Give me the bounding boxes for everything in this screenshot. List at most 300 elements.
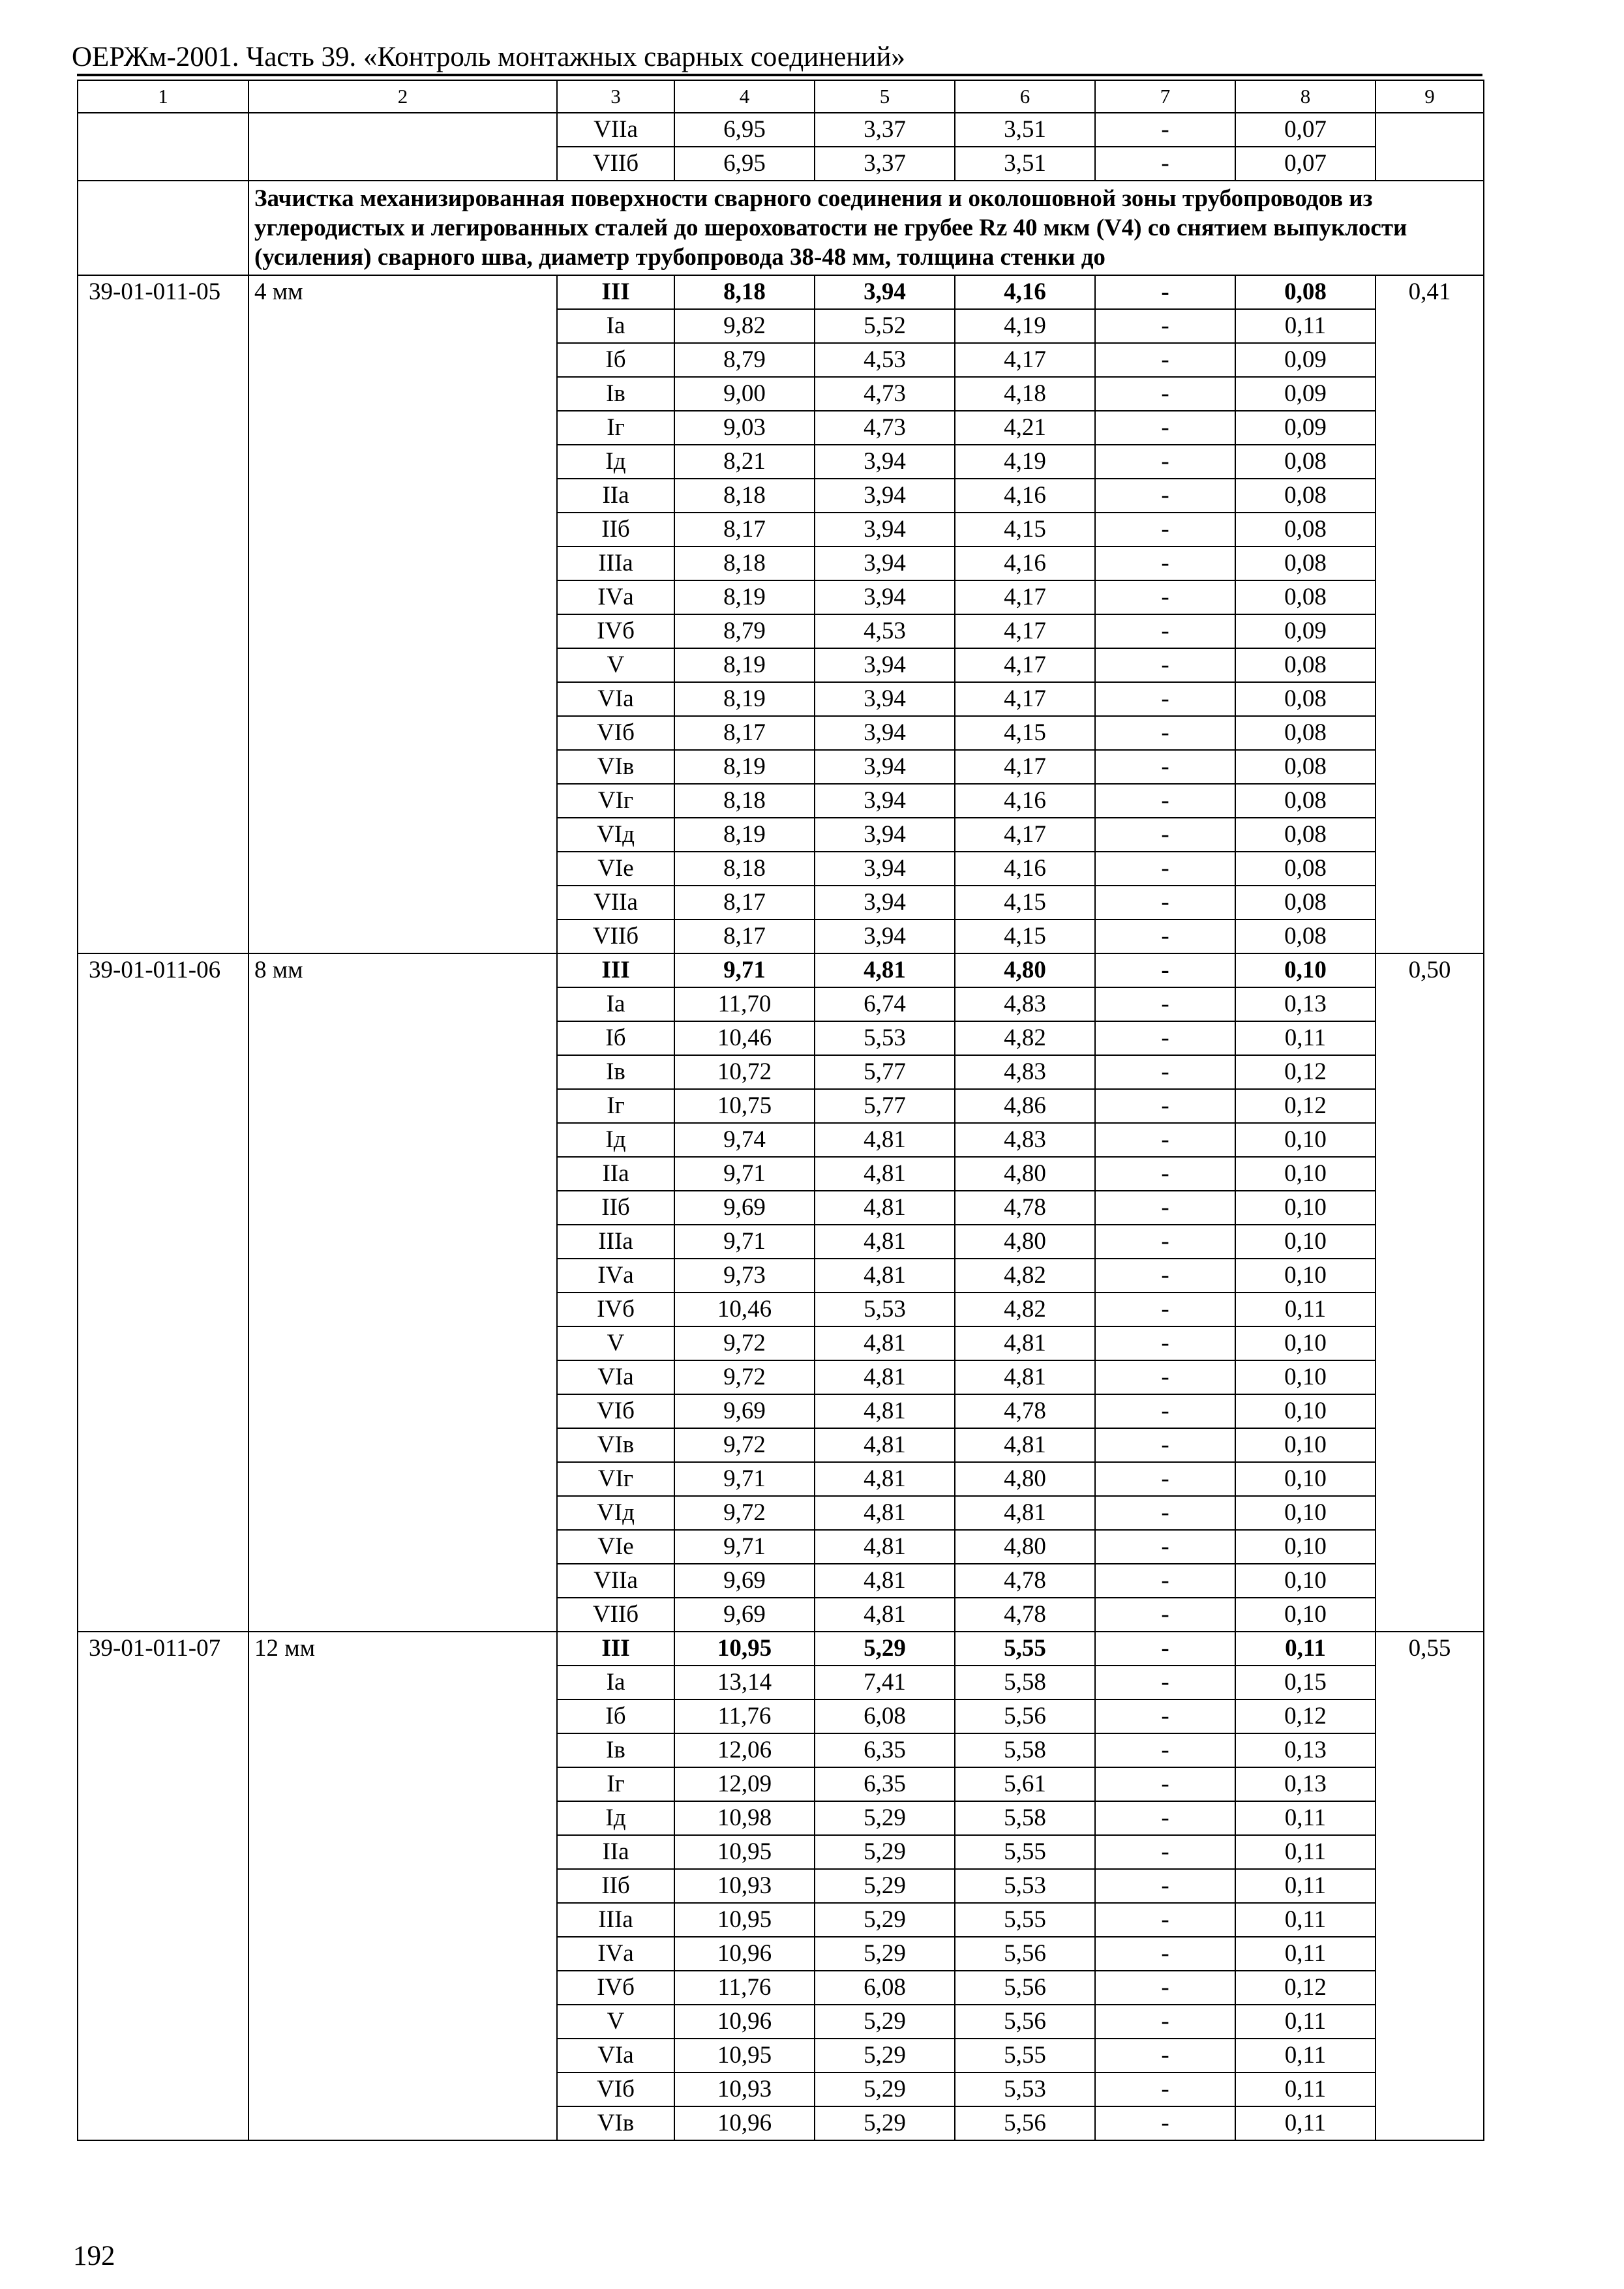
- labor-hours-cell: 0,13: [1235, 1733, 1376, 1767]
- labor-cost-cell: 4,81: [815, 1564, 955, 1598]
- labor-hours-cell: 0,10: [1235, 1360, 1376, 1394]
- machine-cost-cell: 4,18: [955, 377, 1095, 411]
- category-cell: IVа: [557, 580, 674, 614]
- total-cost-cell: 9,00: [674, 377, 815, 411]
- table-row: [78, 953, 1484, 987]
- machine-cost-cell: 4,16: [955, 784, 1095, 818]
- labor-hours-cell: 0,10: [1235, 1394, 1376, 1428]
- total-cost-cell: 9,71: [674, 1462, 815, 1496]
- labor-cost-cell: 5,29: [815, 2005, 955, 2039]
- materials-cost-cell: -: [1095, 1767, 1235, 1801]
- labor-hours-cell: 0,10: [1235, 953, 1376, 987]
- category-cell: IVб: [557, 1971, 674, 2005]
- labor-hours-cell: 0,11: [1235, 309, 1376, 343]
- materials-cost-cell: -: [1095, 1326, 1235, 1360]
- labor-hours-cell: 0,08: [1235, 716, 1376, 750]
- machine-cost-cell: 4,82: [955, 1293, 1095, 1326]
- category-cell: V: [557, 2005, 674, 2039]
- column-number: 8: [1235, 80, 1376, 113]
- labor-hours-cell: 0,08: [1235, 479, 1376, 513]
- machine-cost-cell: 5,55: [955, 1632, 1095, 1666]
- category-cell: IIIа: [557, 1225, 674, 1259]
- labor-cost-cell: 4,81: [815, 1123, 955, 1157]
- machine-cost-cell: 5,58: [955, 1666, 1095, 1699]
- materials-cost-cell: -: [1095, 445, 1235, 479]
- machine-cost-cell: 5,58: [955, 1733, 1095, 1767]
- category-cell: VIг: [557, 784, 674, 818]
- labor-cost-cell: 4,81: [815, 1394, 955, 1428]
- total-cost-cell: 9,03: [674, 411, 815, 445]
- materials-cost-cell: -: [1095, 1360, 1235, 1394]
- machine-cost-cell: 4,80: [955, 1225, 1095, 1259]
- labor-cost-cell: 5,77: [815, 1089, 955, 1123]
- labor-hours-cell: 0,10: [1235, 1428, 1376, 1462]
- materials-cost-cell: -: [1095, 1055, 1235, 1089]
- labor-cost-cell: 3,94: [815, 513, 955, 546]
- total-cost-cell: 10,46: [674, 1021, 815, 1055]
- machine-cost-cell: 4,81: [955, 1428, 1095, 1462]
- labor-cost-cell: 5,29: [815, 2072, 955, 2106]
- labor-hours-cell: 0,09: [1235, 411, 1376, 445]
- machine-cost-cell: 4,80: [955, 953, 1095, 987]
- machine-cost-cell: 4,78: [955, 1394, 1095, 1428]
- materials-cost-cell: -: [1095, 648, 1235, 682]
- machine-cost-cell: 4,78: [955, 1564, 1095, 1598]
- labor-cost-cell: 5,29: [815, 1801, 955, 1835]
- labor-hours-cell: 0,11: [1235, 1903, 1376, 1937]
- labor-cost-cell: 3,94: [815, 886, 955, 920]
- category-cell: VIд: [557, 1496, 674, 1530]
- labor-cost-cell: 4,81: [815, 1598, 955, 1632]
- labor-hours-cell: 0,08: [1235, 445, 1376, 479]
- labor-cost-cell: 6,35: [815, 1767, 955, 1801]
- total-cost-cell: 9,72: [674, 1496, 815, 1530]
- total-cost-cell: 8,17: [674, 886, 815, 920]
- materials-cost-cell: -: [1095, 1835, 1235, 1869]
- materials-cost-cell: -: [1095, 479, 1235, 513]
- labor-hours-cell: 0,08: [1235, 818, 1376, 852]
- labor-hours-cell: 0,09: [1235, 343, 1376, 377]
- category-cell: III: [557, 1632, 674, 1666]
- total-cost-cell: 9,71: [674, 1530, 815, 1564]
- code-cell: 39-01-011-06: [78, 953, 248, 1632]
- description-blank-cell: [78, 181, 248, 275]
- machine-cost-cell: 4,17: [955, 750, 1095, 784]
- name-cell: 12 мм: [248, 1632, 557, 2140]
- materials-cost-cell: -: [1095, 343, 1235, 377]
- machine-cost-cell: 4,17: [955, 682, 1095, 716]
- total-cost-cell: 10,96: [674, 2005, 815, 2039]
- materials-cost-cell: -: [1095, 2005, 1235, 2039]
- column-number: 1: [78, 80, 248, 113]
- total-cost-cell: 10,93: [674, 1869, 815, 1903]
- category-cell: IIб: [557, 1191, 674, 1225]
- materials-cost-cell: -: [1095, 1699, 1235, 1733]
- machine-cost-cell: 4,15: [955, 513, 1095, 546]
- total-cost-cell: 8,18: [674, 784, 815, 818]
- category-cell: VIIб: [557, 147, 674, 181]
- materials-cost-cell: -: [1095, 682, 1235, 716]
- labor-cost-cell: 5,53: [815, 1293, 955, 1326]
- labor-cost-cell: 3,94: [815, 750, 955, 784]
- materials-cost-cell: -: [1095, 1564, 1235, 1598]
- total-cost-cell: 8,18: [674, 275, 815, 309]
- total-cost-cell: 10,95: [674, 1835, 815, 1869]
- total-cost-cell: 10,72: [674, 1055, 815, 1089]
- code-cell: 39-01-011-07: [78, 1632, 248, 2140]
- materials-cost-cell: -: [1095, 1021, 1235, 1055]
- labor-cost-cell: 4,81: [815, 1360, 955, 1394]
- materials-cost-cell: -: [1095, 411, 1235, 445]
- machine-cost-cell: 4,16: [955, 479, 1095, 513]
- category-cell: V: [557, 648, 674, 682]
- total-cost-cell: 8,17: [674, 513, 815, 546]
- category-cell: Iд: [557, 1801, 674, 1835]
- machine-cost-cell: 4,16: [955, 546, 1095, 580]
- machine-cost-cell: 4,83: [955, 1055, 1095, 1089]
- total-cost-cell: 11,76: [674, 1699, 815, 1733]
- total-cost-cell: 8,79: [674, 343, 815, 377]
- labor-cost-cell: 6,08: [815, 1699, 955, 1733]
- labor-cost-cell: 4,53: [815, 343, 955, 377]
- labor-hours-cell: 0,11: [1235, 1021, 1376, 1055]
- code-cell: 39-01-011-05: [78, 275, 248, 953]
- labor-cost-cell: 4,81: [815, 1157, 955, 1191]
- materials-cost-cell: -: [1095, 716, 1235, 750]
- table-row: [78, 275, 1484, 309]
- labor-hours-cell: 0,08: [1235, 546, 1376, 580]
- category-cell: Iа: [557, 1666, 674, 1699]
- category-cell: III: [557, 953, 674, 987]
- labor-hours-cell: 0,10: [1235, 1191, 1376, 1225]
- total-cost-cell: 9,73: [674, 1259, 815, 1293]
- machine-cost-cell: 4,21: [955, 411, 1095, 445]
- category-cell: IIа: [557, 1835, 674, 1869]
- machine-cost-cell: 4,80: [955, 1462, 1095, 1496]
- category-cell: IIа: [557, 1157, 674, 1191]
- page-header: ОЕРЖм-2001. Часть 39. «Контроль монтажных сварных соединений»: [72, 42, 905, 72]
- materials-cost-cell: -: [1095, 1089, 1235, 1123]
- labor-cost-cell: 3,94: [815, 818, 955, 852]
- materials-cost-cell: -: [1095, 1937, 1235, 1971]
- machine-cost-cell: 5,61: [955, 1767, 1095, 1801]
- category-cell: IVб: [557, 614, 674, 648]
- materials-cost-cell: -: [1095, 1428, 1235, 1462]
- labor-cost-cell: 4,81: [815, 1530, 955, 1564]
- machine-cost-cell: 5,56: [955, 2106, 1095, 2140]
- category-cell: IIIа: [557, 546, 674, 580]
- category-cell: VIб: [557, 1394, 674, 1428]
- materials-cost-cell: -: [1095, 1259, 1235, 1293]
- labor-cost-cell: 5,53: [815, 1021, 955, 1055]
- labor-cost-cell: 4,81: [815, 1259, 955, 1293]
- category-cell: IIб: [557, 1869, 674, 1903]
- labor-hours-cell: 0,08: [1235, 920, 1376, 953]
- category-cell: VIв: [557, 1428, 674, 1462]
- machine-cost-cell: 4,82: [955, 1021, 1095, 1055]
- machine-cost-cell: 4,83: [955, 987, 1095, 1021]
- machine-cost-cell: 3,51: [955, 113, 1095, 147]
- materials-cost-cell: -: [1095, 1971, 1235, 2005]
- materials-cost-cell: -: [1095, 2106, 1235, 2140]
- name-cell: [248, 113, 557, 181]
- category-cell: IVб: [557, 1293, 674, 1326]
- materials-cost-cell: -: [1095, 1530, 1235, 1564]
- machine-cost-cell: 4,15: [955, 716, 1095, 750]
- machine-cost-cell: 4,86: [955, 1089, 1095, 1123]
- machine-cost-cell: 4,19: [955, 445, 1095, 479]
- machine-cost-cell: 4,81: [955, 1496, 1095, 1530]
- code-cell: [78, 113, 248, 181]
- page-number: 192: [73, 2241, 115, 2271]
- category-cell: VIд: [557, 818, 674, 852]
- category-cell: VIа: [557, 682, 674, 716]
- machine-cost-cell: 4,15: [955, 920, 1095, 953]
- labor-cost-cell: 4,73: [815, 411, 955, 445]
- materials-cost-cell: -: [1095, 377, 1235, 411]
- labor-hours-cell: 0,11: [1235, 1869, 1376, 1903]
- machine-cost-cell: 4,17: [955, 614, 1095, 648]
- machine-cost-cell: 5,56: [955, 1699, 1095, 1733]
- labor-hours-cell: 0,13: [1235, 1767, 1376, 1801]
- total-cost-cell: 8,21: [674, 445, 815, 479]
- labor-hours-cell: 0,11: [1235, 1835, 1376, 1869]
- category-cell: V: [557, 1326, 674, 1360]
- total-cost-cell: 9,72: [674, 1326, 815, 1360]
- materials-cost-cell: -: [1095, 513, 1235, 546]
- materials-cost-cell: -: [1095, 614, 1235, 648]
- total-cost-cell: 9,82: [674, 309, 815, 343]
- category-cell: Iд: [557, 445, 674, 479]
- machine-cost-cell: 5,53: [955, 2072, 1095, 2106]
- total-cost-cell: 10,95: [674, 2039, 815, 2072]
- labor-hours-cell: 0,10: [1235, 1259, 1376, 1293]
- labor-hours-cell: 0,10: [1235, 1462, 1376, 1496]
- materials-cost-cell: -: [1095, 309, 1235, 343]
- table-row: [78, 1632, 1484, 1666]
- column-number: 3: [557, 80, 674, 113]
- total-cost-cell: 10,46: [674, 1293, 815, 1326]
- total-cost-cell: 10,93: [674, 2072, 815, 2106]
- labor-hours-cell: 0,11: [1235, 2106, 1376, 2140]
- materials-cost-cell: -: [1095, 1733, 1235, 1767]
- machine-cost-cell: 4,81: [955, 1326, 1095, 1360]
- category-cell: VIIб: [557, 1598, 674, 1632]
- labor-cost-cell: 3,94: [815, 445, 955, 479]
- materials-cost-cell: -: [1095, 1293, 1235, 1326]
- category-cell: Iг: [557, 1089, 674, 1123]
- category-cell: VIIб: [557, 920, 674, 953]
- category-cell: IIб: [557, 513, 674, 546]
- category-cell: VIIа: [557, 1564, 674, 1598]
- total-cost-cell: 10,96: [674, 2106, 815, 2140]
- total-cost-cell: 10,96: [674, 1937, 815, 1971]
- labor-hours-cell: 0,10: [1235, 1225, 1376, 1259]
- total-cost-cell: 10,98: [674, 1801, 815, 1835]
- column-number: 5: [815, 80, 955, 113]
- machine-cost-cell: 5,53: [955, 1869, 1095, 1903]
- labor-cost-cell: 5,29: [815, 1835, 955, 1869]
- name-cell: 8 мм: [248, 953, 557, 1632]
- materials-cost-cell: -: [1095, 580, 1235, 614]
- total-cost-cell: 9,72: [674, 1360, 815, 1394]
- category-cell: IVа: [557, 1937, 674, 1971]
- norms-table: [77, 80, 1484, 2141]
- labor-cost-cell: 3,94: [815, 275, 955, 309]
- materials-cost-cell: -: [1095, 546, 1235, 580]
- machine-cost-cell: 4,16: [955, 275, 1095, 309]
- section-description: Зачистка механизированная поверхности сварного соединения и околошовной зоны трубопроводов из углеродистых и легированных сталей до шероховатости не грубее Rz 40 мкм (V4) со снятием выпуклости (усиления) сварного шва, диаметр трубопровода 38-48 мм, толщина стенки до: [248, 181, 1484, 275]
- category-cell: VIа: [557, 1360, 674, 1394]
- category-cell: Iв: [557, 1055, 674, 1089]
- name-cell: 4 мм: [248, 275, 557, 953]
- materials-cost-cell: -: [1095, 1598, 1235, 1632]
- machine-cost-cell: 4,17: [955, 343, 1095, 377]
- labor-cost-cell: 3,94: [815, 784, 955, 818]
- labor-hours-cell: 0,07: [1235, 113, 1376, 147]
- total-cost-cell: 8,18: [674, 546, 815, 580]
- category-cell: Iб: [557, 343, 674, 377]
- materials-cost-cell: -: [1095, 1869, 1235, 1903]
- labor-cost-cell: 3,37: [815, 113, 955, 147]
- total-cost-cell: 8,19: [674, 682, 815, 716]
- labor-cost-cell: 6,35: [815, 1733, 955, 1767]
- category-cell: VIб: [557, 716, 674, 750]
- materials-cost-cell: -: [1095, 275, 1235, 309]
- machine-cost-cell: 4,83: [955, 1123, 1095, 1157]
- machine-cost-cell: 4,17: [955, 648, 1095, 682]
- labor-hours-cell: 0,08: [1235, 580, 1376, 614]
- materials-cost-cell: -: [1095, 953, 1235, 987]
- materials-cost-cell: -: [1095, 784, 1235, 818]
- labor-hours-cell: 0,10: [1235, 1326, 1376, 1360]
- labor-hours-cell: 0,10: [1235, 1530, 1376, 1564]
- column-number: 9: [1376, 80, 1484, 113]
- labor-cost-cell: 6,74: [815, 987, 955, 1021]
- total-cost-cell: 9,71: [674, 953, 815, 987]
- labor-hours-cell: 0,09: [1235, 614, 1376, 648]
- machine-cost-cell: 5,56: [955, 1971, 1095, 2005]
- labor-cost-cell: 4,81: [815, 1428, 955, 1462]
- total-cost-cell: 8,18: [674, 479, 815, 513]
- labor-hours-cell: 0,10: [1235, 1496, 1376, 1530]
- total-cost-cell: 9,69: [674, 1564, 815, 1598]
- labor-hours-cell: 0,11: [1235, 2039, 1376, 2072]
- labor-hours-cell: 0,10: [1235, 1598, 1376, 1632]
- labor-hours-cell: 0,12: [1235, 1055, 1376, 1089]
- labor-hours-cell: 0,13: [1235, 987, 1376, 1021]
- category-cell: VIе: [557, 852, 674, 886]
- materials-cost-cell: -: [1095, 1496, 1235, 1530]
- labor-hours-cell: 0,11: [1235, 2005, 1376, 2039]
- machine-cost-cell: 4,19: [955, 309, 1095, 343]
- labor-cost-cell: 3,94: [815, 682, 955, 716]
- materials-cost-cell: -: [1095, 1123, 1235, 1157]
- labor-hours-cell: 0,11: [1235, 1937, 1376, 1971]
- column-number: 7: [1095, 80, 1235, 113]
- category-cell: Iг: [557, 411, 674, 445]
- total-cost-cell: 9,69: [674, 1191, 815, 1225]
- category-cell: VIв: [557, 750, 674, 784]
- labor-hours-cell: 0,10: [1235, 1564, 1376, 1598]
- materials-cost-cell: -: [1095, 1225, 1235, 1259]
- labor-hours-cell: 0,15: [1235, 1666, 1376, 1699]
- category-cell: Iв: [557, 1733, 674, 1767]
- total-cost-cell: 10,95: [674, 1632, 815, 1666]
- machine-cost-cell: 4,78: [955, 1191, 1095, 1225]
- materials-cost-cell: -: [1095, 1462, 1235, 1496]
- machine-cost-cell: 4,17: [955, 580, 1095, 614]
- machine-cost-cell: 4,15: [955, 886, 1095, 920]
- total-cost-cell: 11,76: [674, 1971, 815, 2005]
- materials-cost-cell: -: [1095, 1632, 1235, 1666]
- category-cell: VIв: [557, 2106, 674, 2140]
- materials-cost-cell: -: [1095, 886, 1235, 920]
- category-cell: Iг: [557, 1767, 674, 1801]
- total-cost-cell: 8,79: [674, 614, 815, 648]
- labor-hours-cell: 0,08: [1235, 784, 1376, 818]
- total-cost-cell: 10,75: [674, 1089, 815, 1123]
- labor-cost-cell: 5,29: [815, 1903, 955, 1937]
- labor-hours-cell: 0,11: [1235, 1293, 1376, 1326]
- labor-cost-cell: 4,81: [815, 1462, 955, 1496]
- total-cost-cell: 10,95: [674, 1903, 815, 1937]
- labor-hours-cell: 0,11: [1235, 1801, 1376, 1835]
- labor-hours-cell: 0,12: [1235, 1971, 1376, 2005]
- labor-cost-cell: 5,52: [815, 309, 955, 343]
- labor-hours-cell: 0,08: [1235, 750, 1376, 784]
- materials-cost-cell: -: [1095, 920, 1235, 953]
- category-cell: VIIа: [557, 113, 674, 147]
- materials-cost-cell: -: [1095, 818, 1235, 852]
- labor-cost-cell: 3,94: [815, 648, 955, 682]
- total-cost-cell: 9,72: [674, 1428, 815, 1462]
- materials-cost-cell: -: [1095, 2039, 1235, 2072]
- labor-cost-cell: 6,08: [815, 1971, 955, 2005]
- machine-cost-cell: 4,16: [955, 852, 1095, 886]
- category-cell: Iб: [557, 1699, 674, 1733]
- labor-cost-cell: 3,94: [815, 479, 955, 513]
- machine-cost-cell: 5,55: [955, 2039, 1095, 2072]
- total-cost-cell: 8,19: [674, 648, 815, 682]
- labor-hours-cell: 0,11: [1235, 2072, 1376, 2106]
- total-cost-cell: 8,18: [674, 852, 815, 886]
- labor-cost-cell: 5,29: [815, 2039, 955, 2072]
- materials-cost-cell: -: [1095, 750, 1235, 784]
- labor-cost-cell: 4,81: [815, 1191, 955, 1225]
- table-row: [78, 113, 1484, 147]
- labor-cost-cell: 5,29: [815, 1632, 955, 1666]
- category-cell: Iд: [557, 1123, 674, 1157]
- labor-cost-cell: 3,94: [815, 852, 955, 886]
- labor-cost-cell: 4,73: [815, 377, 955, 411]
- materials-cost-cell: -: [1095, 987, 1235, 1021]
- category-cell: IVа: [557, 1259, 674, 1293]
- category-cell: III: [557, 275, 674, 309]
- machine-cost-cell: 5,55: [955, 1903, 1095, 1937]
- total-cost-cell: 6,95: [674, 113, 815, 147]
- machine-cost-cell: 4,82: [955, 1259, 1095, 1293]
- column-number: 2: [248, 80, 557, 113]
- labor-cost-cell: 5,77: [815, 1055, 955, 1089]
- labor-hours-cell: 0,11: [1235, 1632, 1376, 1666]
- machine-cost-cell: 4,80: [955, 1157, 1095, 1191]
- labor-hours-cell: 0,12: [1235, 1089, 1376, 1123]
- labor-cost-cell: 5,29: [815, 2106, 955, 2140]
- total-cost-cell: 13,14: [674, 1666, 815, 1699]
- section-description-row: [78, 181, 1484, 275]
- total-cost-cell: 8,19: [674, 750, 815, 784]
